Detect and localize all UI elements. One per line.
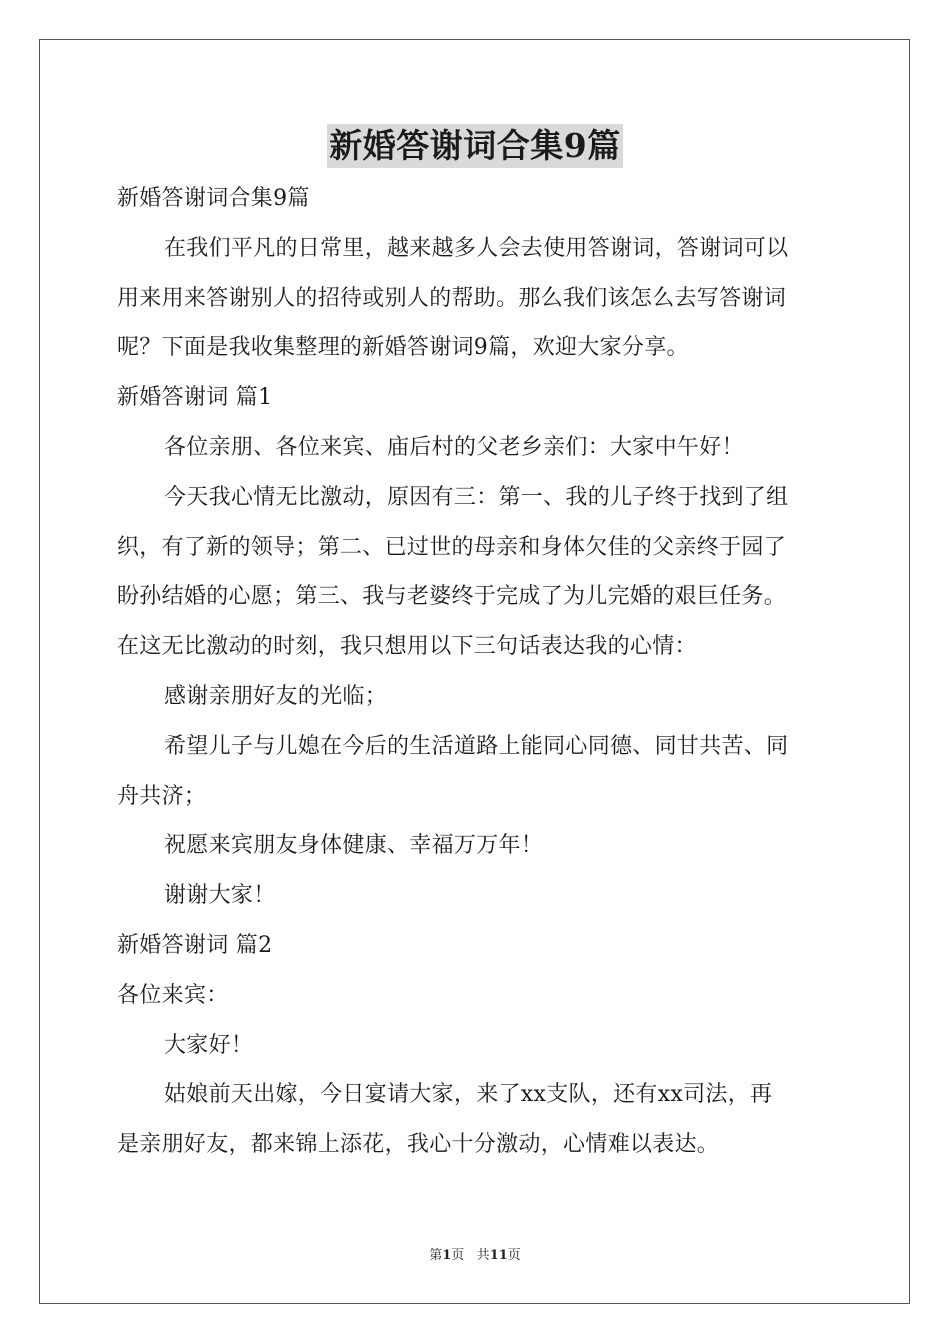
text-line: 各位亲朋、各位来宾、庙后村的父老乡亲们：大家中午好！ <box>164 434 744 460</box>
footer-total-pages: 11 <box>489 1248 508 1263</box>
text-line: 姑娘前天出嫁，今日宴请大家，来了xx支队，还有xx司法，再 <box>164 1082 773 1108</box>
text-line: 舟共济； <box>117 783 207 809</box>
text-line: 在这无比激动的时刻，我只想用以下三句话表达我的心情： <box>117 634 697 660</box>
text-line: 新婚答谢词合集9篇 <box>117 186 310 211</box>
text-line: 大家好！ <box>164 1032 254 1058</box>
text-line: 织，有了新的领导；第二、已过世的母亲和身体欠佳的父亲终于园了 <box>117 534 787 560</box>
text-line: 感谢亲朋好友的光临； <box>164 683 388 709</box>
section-heading: 新婚答谢词 篇1 <box>117 385 273 411</box>
footer-page-suffix: 页 <box>451 1248 465 1263</box>
section-heading: 新婚答谢词 篇2 <box>117 932 273 958</box>
text-line: 祝愿来宾朋友身体健康、幸福万万年！ <box>164 833 544 859</box>
text-line: 是亲朋好友，都来锦上添花，我心十分激动，心情难以表达。 <box>117 1132 720 1158</box>
footer-total-suffix: 页 <box>507 1248 521 1263</box>
text-line: 希望儿子与儿媳在今后的生活道路上能同心同德、同甘共苦、同 <box>164 733 789 759</box>
text-line: 用来用来答谢别人的招待或别人的帮助。那么我们该怎么去写答谢词 <box>117 285 787 311</box>
document-body <box>117 174 835 1170</box>
text-line: 各位来宾： <box>117 982 229 1008</box>
footer-prefix: 第 <box>429 1248 443 1263</box>
text-line: 在我们平凡的日常里，越来越多人会去使用答谢词，答谢词可以 <box>164 235 789 261</box>
text-line: 今天我心情无比激动，原因有三：第一、我的儿子终于找到了组 <box>164 484 789 510</box>
footer-page-number: 1 <box>442 1248 452 1263</box>
text-line: 呢？下面是我收集整理的新婚答谢词9篇，欢迎大家分享。 <box>117 335 689 361</box>
text-line: 盼孙结婚的心愿；第三、我与老婆终于完成了为儿完婚的艰巨任务。 <box>117 584 787 610</box>
document-title: 新婚答谢词合集9篇 <box>327 124 622 168</box>
text-line: 谢谢大家！ <box>164 883 276 909</box>
footer-total-prefix: 共 <box>476 1248 490 1263</box>
title-container <box>0 124 950 168</box>
page-footer <box>0 1247 950 1265</box>
